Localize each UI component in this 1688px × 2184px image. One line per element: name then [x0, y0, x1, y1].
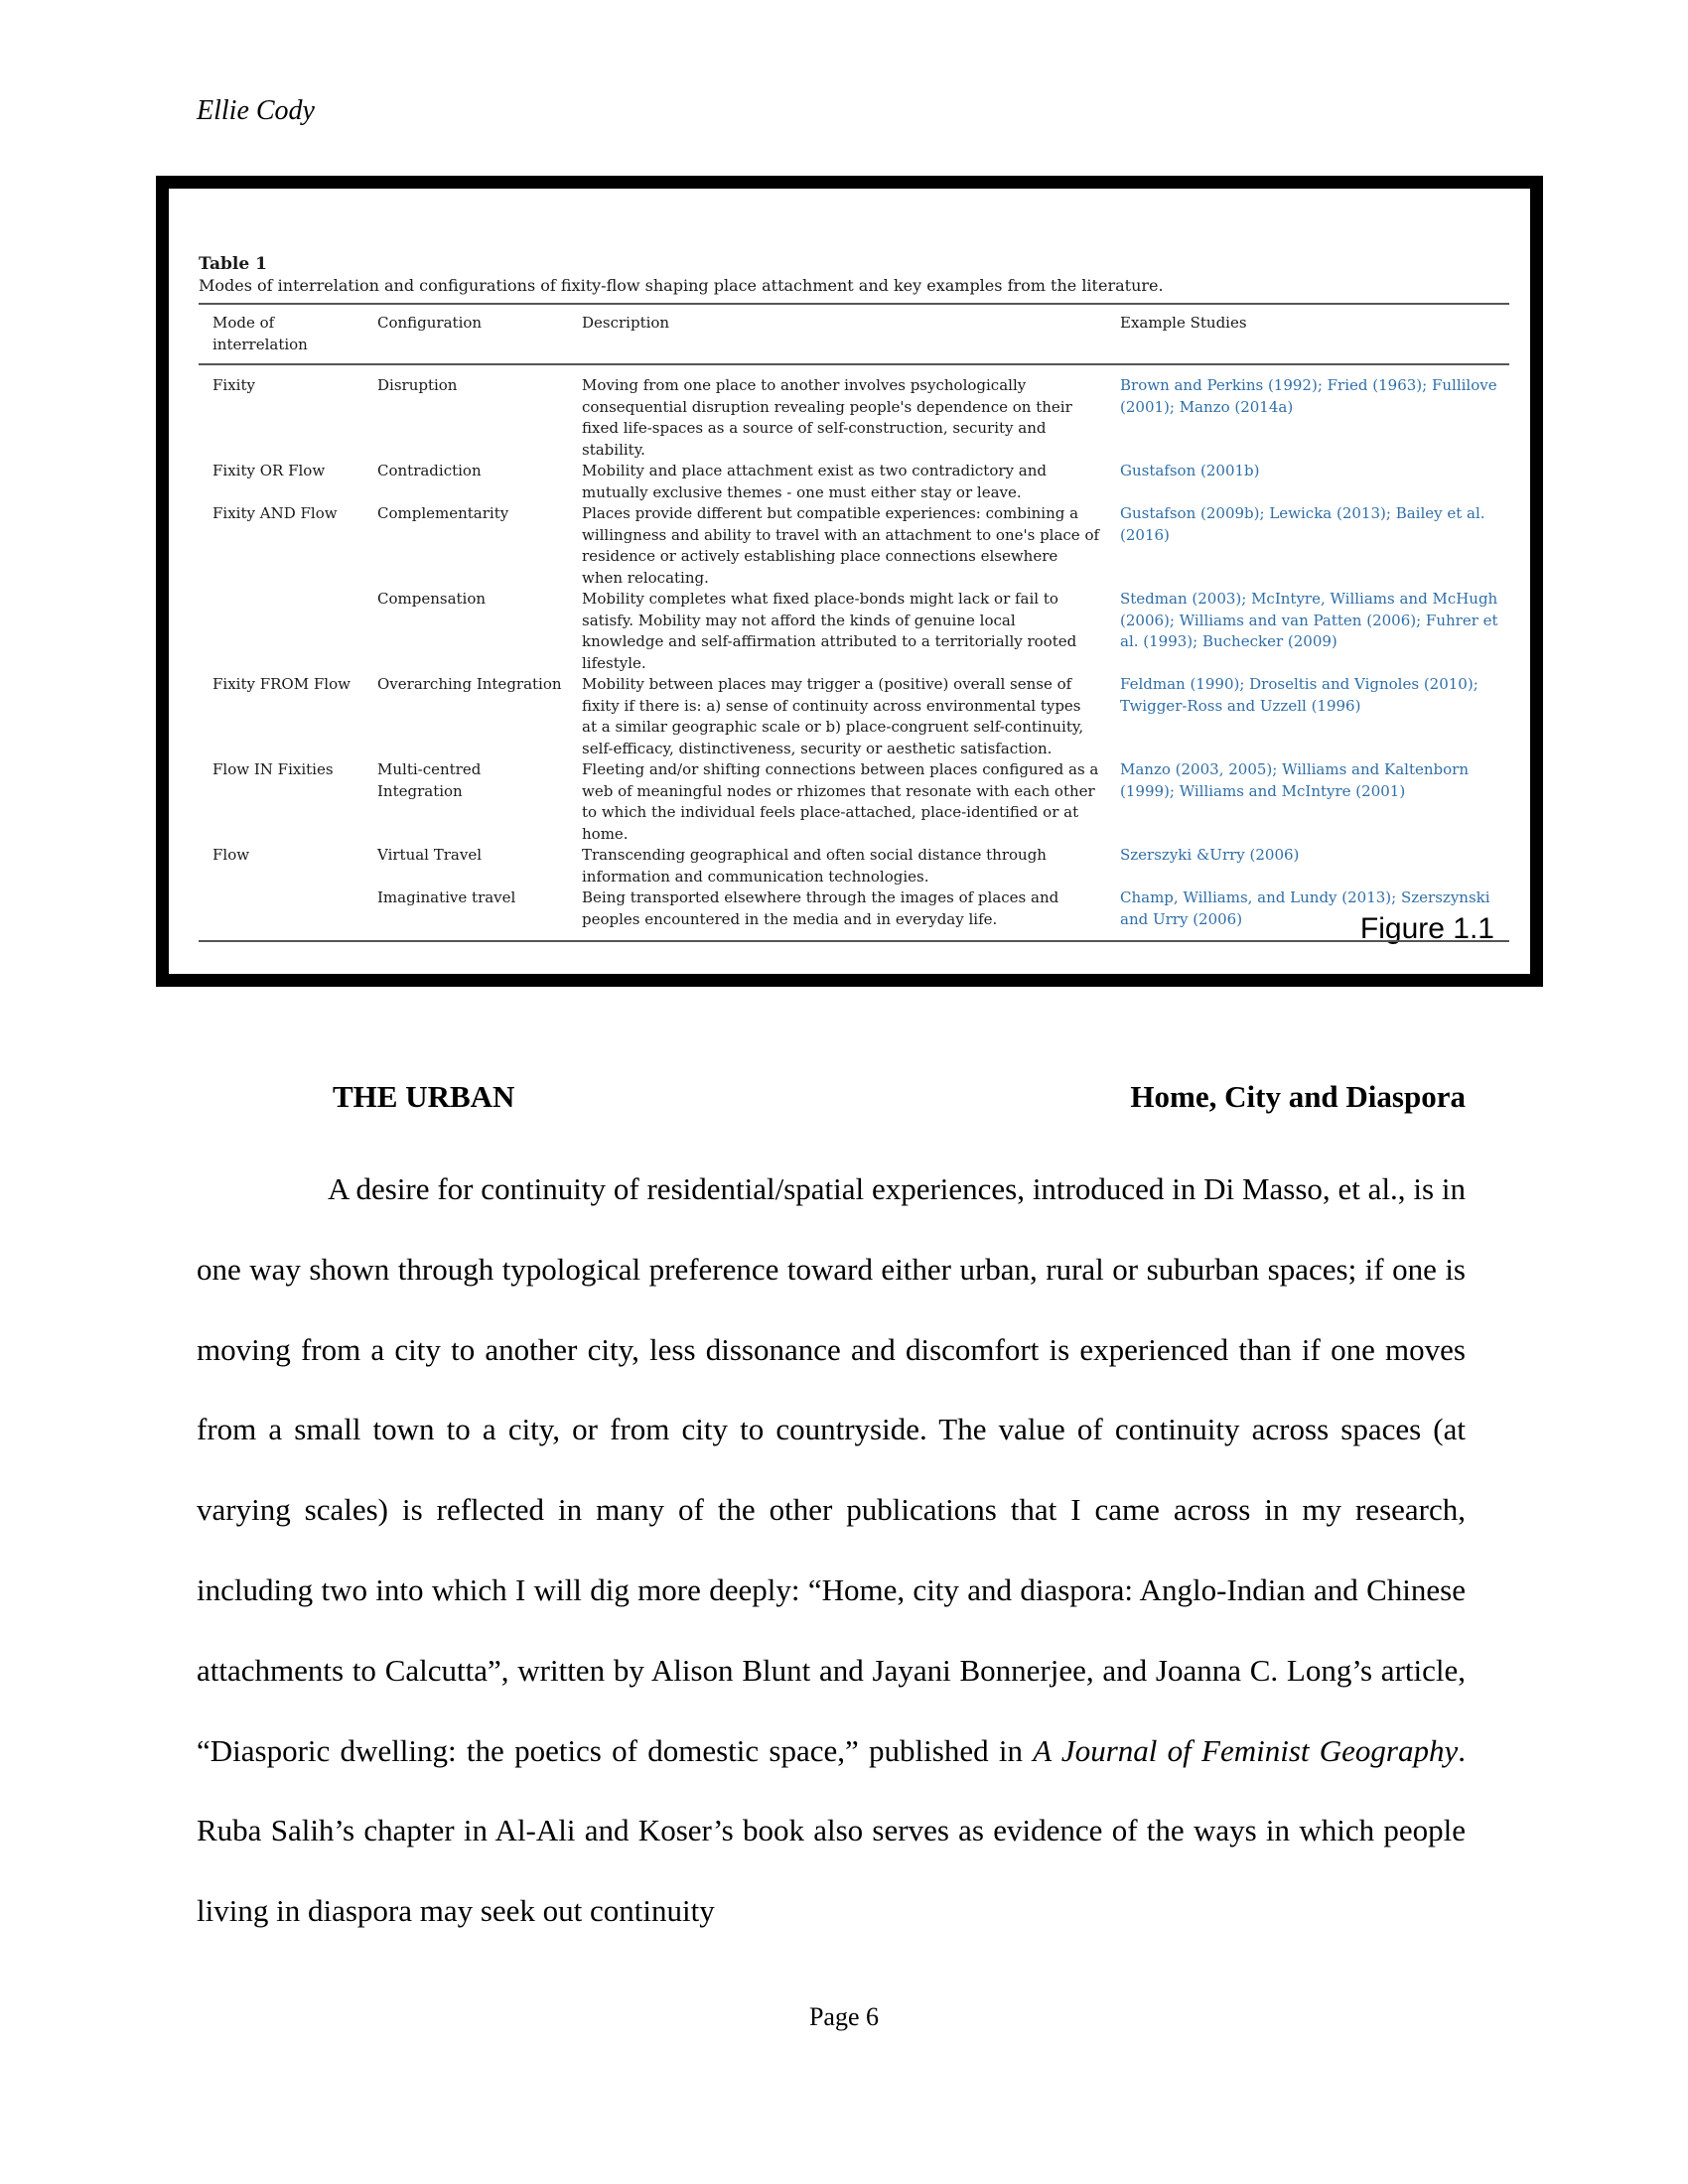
- cell-studies: Champ, Williams, and Lundy (2013); Szerszynski and Urry (2006): [1120, 888, 1490, 928]
- section-heading-left: THE URBAN: [333, 1079, 515, 1114]
- cell-mode: Fixity: [212, 376, 255, 394]
- cell-mode: Flow: [212, 846, 250, 864]
- table-row: [199, 589, 1509, 674]
- section-heading-right: Home, City and Diaspora: [1130, 1079, 1466, 1114]
- cell-description: Mobility between places may trigger a (positive) overall sense of fixity if there is: a) sense of continuity across environmental types at a similar geographic scale or b) place-congruent self-continuity, self-efficacy, distinctiveness, security or aesthetic satisfaction.: [582, 675, 1084, 757]
- journal-title: A Journal of Feminist Geography: [1033, 1732, 1459, 1768]
- table-row: [199, 887, 1509, 941]
- cell-configuration: Multi-centred Integration: [377, 760, 482, 800]
- cell-mode: Flow IN Fixities: [212, 760, 334, 778]
- table-row: [199, 845, 1509, 887]
- table-header-row: [199, 304, 1509, 364]
- body-text-part-2: . Ruba Salih’s chapter in Al-Ali and Koser’s book also serves as evidence of the ways in which people living in diaspora may seek out continuity: [197, 1732, 1467, 1929]
- cell-studies: Stedman (2003); McIntyre, Williams and McHugh (2006); Williams and van Patten (2006); Fuhrer et al. (1993); Buchecker (2009): [1120, 590, 1498, 650]
- table-row: [199, 759, 1509, 845]
- cell-studies: Feldman (1990); Droseltis and Vignoles (2010); Twigger-Ross and Uzzell (1996): [1120, 675, 1478, 715]
- cell-mode: Fixity FROM Flow: [212, 675, 351, 693]
- cell-studies: Brown and Perkins (1992); Fried (1963); Fullilove (2001); Manzo (2014a): [1120, 376, 1497, 416]
- table-row: [199, 674, 1509, 759]
- cell-configuration: Compensation: [377, 590, 487, 608]
- cell-mode: Fixity AND Flow: [212, 504, 338, 522]
- cell-configuration: Contradiction: [377, 462, 482, 479]
- table-row: [199, 503, 1509, 589]
- cell-studies: Gustafson (2001b): [1120, 462, 1260, 479]
- cell-description: Places provide different but compatible experiences: combining a willingness and ability to travel with an attachment to one's place of residence or actively establishing place connections elsewhere when relocating.: [582, 504, 1100, 587]
- cell-description: Being transported elsewhere through the images of places and peoples encountered in the media and in everyday life.: [582, 888, 1059, 928]
- table-figure: [199, 253, 1509, 942]
- column-header-configuration: Configuration: [377, 314, 483, 332]
- column-header-description: Description: [582, 314, 670, 332]
- cell-mode: [199, 589, 363, 674]
- cell-description: Fleeting and/or shifting connections between places configured as a web of meaningful nodes or rhizomes that resonate with each other to which the individual feels place-attached, place-identified or at home.: [582, 760, 1099, 843]
- cell-studies: Gustafson (2009b); Lewicka (2013); Bailey et al. (2016): [1120, 504, 1485, 544]
- modes-table: [199, 303, 1509, 942]
- column-header-studies: Example Studies: [1120, 314, 1247, 332]
- cell-configuration: Overarching Integration: [377, 675, 562, 693]
- cell-mode: [199, 887, 363, 941]
- figure-label: Figure 1.1: [1359, 912, 1494, 945]
- cell-studies: Szerszyki &Urry (2006): [1120, 846, 1300, 864]
- table-row: [199, 461, 1509, 503]
- cell-configuration: Virtual Travel: [377, 846, 482, 864]
- cell-description: Moving from one place to another involves psychologically consequential disruption revealing people's dependence on their fixed life-spaces as a source of self-construction, security and stability.: [582, 376, 1072, 459]
- table-label: Table 1: [199, 254, 267, 274]
- running-header-author: Ellie Cody: [197, 95, 315, 126]
- cell-configuration: Complementarity: [377, 504, 509, 522]
- table-caption: Modes of interrelation and configurations of fixity-flow shaping place attachment and key examples from the literature.: [199, 276, 1164, 295]
- table-row: [199, 364, 1509, 461]
- cell-studies: Manzo (2003, 2005); Williams and Kaltenborn (1999); Williams and McIntyre (2001): [1120, 760, 1469, 800]
- column-header-mode: Mode of interrelation: [212, 314, 308, 353]
- body-paragraph: [197, 1150, 1466, 1952]
- cell-description: Transcending geographical and often social distance through information and communication technologies.: [582, 846, 1047, 886]
- page-number: Page 6: [808, 2002, 880, 2031]
- cell-configuration: Disruption: [377, 376, 458, 394]
- cell-mode: Fixity OR Flow: [212, 462, 326, 479]
- cell-description: Mobility and place attachment exist as two contradictory and mutually exclusive themes - one must either stay or leave.: [582, 462, 1047, 501]
- cell-configuration: Imaginative travel: [377, 888, 516, 906]
- body-text-part-1: A desire for continuity of residential/spatial experiences, introduced in Di Masso, et al., is in one way shown through typological preference toward either urban, rural or suburban spaces; if one is moving from a city to another city, less dissonance and discomfort is experienced than if one moves from a small town to a city, or from city to countryside. The value of continuity across spaces (at varying scales) is reflected in many of the other publications that I came across in my research, including two into which I will dig more deeply: “Home, city and diaspora: Anglo-Indian and Chinese attachments to Calcutta”, written by Alison Blunt and Jayani Bonnerjee, and Joanna C. Long’s article, “Diasporic dwelling: the poetics of domestic space,” published in: [197, 1171, 1466, 1768]
- cell-description: Mobility completes what fixed place-bonds might lack or fail to satisfy. Mobility may not afford the kinds of genuine local knowledge and self-affirmation attributed to a territorially rooted lifestyle.: [582, 590, 1077, 672]
